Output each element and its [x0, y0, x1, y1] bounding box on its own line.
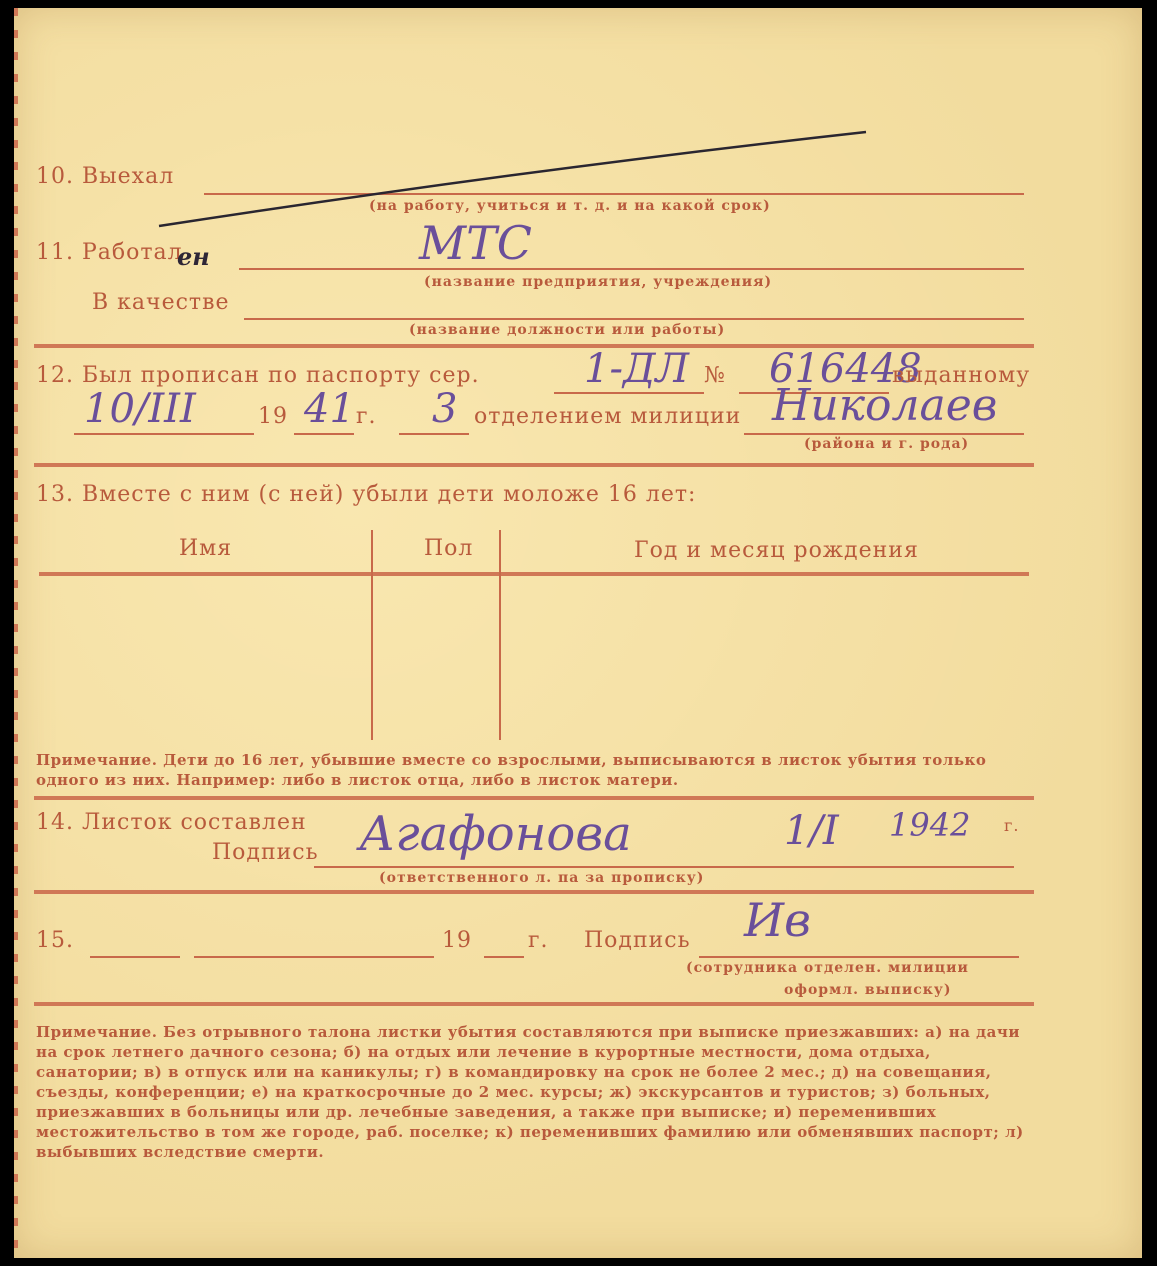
day-line [90, 956, 180, 958]
table-column-divider [371, 530, 373, 740]
year-suffix: г. [528, 928, 549, 953]
compiled-year: 1942 [889, 806, 971, 844]
table-header-rule [39, 572, 1029, 576]
field-14-caption: (ответственного л. па за прописку) [379, 870, 705, 886]
sign-label: Подпись [584, 928, 691, 953]
sign-label: Подпись [212, 840, 319, 865]
officer-signature: Ив [744, 893, 811, 947]
passport-year: 41 [304, 386, 355, 432]
issued-label: выданному [892, 363, 1031, 388]
field-11-caption: (название предприятия, учреждения) [424, 274, 773, 290]
field-11-label: 11. Работал [36, 240, 183, 265]
year-prefix: 19 [442, 928, 472, 953]
field-13-label: 13. Вместе с ним (с ней) убыли дети моложе 16 лет: [36, 482, 697, 507]
field-11-line [239, 268, 1024, 270]
passport-date: 10/III [84, 386, 196, 432]
section-divider [34, 1002, 1034, 1006]
year-line [484, 956, 524, 958]
role-caption: (название должности или работы) [409, 322, 726, 338]
section-divider [34, 463, 1034, 467]
perforation-edge [14, 8, 18, 1258]
year-line [294, 433, 354, 435]
series-line [554, 392, 704, 394]
field-10-label: 10. Выехал [36, 164, 175, 189]
passport-number: 616448 [769, 346, 922, 392]
dept-label: отделением милиции [474, 404, 742, 429]
year-suffix: г. [356, 404, 377, 429]
table-column-divider [499, 530, 501, 740]
footnote: Примечание. Без отрывного талона листки убытия составляются при выписке приезжавших: а) на дачи на срок летнего дачного сезона; б) на отдых или лечение в курортные местности, дома отдыха, санатории; в) в отпуск или на каникулы; г) в командировку на срок не более 2 мес.; д) на совещания, съезды, конференции; е) на краткосрочные до 2 мес. курсы; ж) экскурсантов и туристов; з) больных, приезжавших в больницы или др. лечебные заведения, а также при выписке; и) переменивших местожительство в том же городе, раб. поселке; к) переменивших фамилию или обменявших паспорт; л) выбывших вследствие смерти. [36, 1023, 1024, 1161]
field-10-caption: (на работу, учиться и т. д. и на какой срок) [369, 198, 771, 214]
date-line [74, 433, 254, 435]
signature-line [699, 956, 1019, 958]
field-15-label: 15. [36, 928, 74, 953]
compiler-signature: Агафонова [359, 806, 632, 862]
month-line [194, 956, 434, 958]
children-note: Примечание. Дети до 16 лет, убывшие вместе со взрослыми, выписываются в листок убытия только одного из них. Например: либо в листок отца, либо в листок матери. [36, 751, 987, 789]
field-12-label: 12. Был прописан по паспорту сер. [36, 363, 480, 388]
column-header-sex: Пол [424, 536, 474, 561]
section-divider [34, 796, 1034, 800]
role-line [244, 318, 1024, 320]
city-line [744, 433, 1024, 435]
children-table [39, 528, 1039, 748]
passport-series: 1-ДЛ [584, 346, 689, 392]
signature-line [314, 866, 1014, 868]
field-15-caption: (сотрудника отделен. милиции [686, 960, 969, 976]
year-prefix: 19 [258, 404, 288, 429]
section-divider [34, 890, 1034, 894]
column-header-birth: Год и месяц рождения [634, 538, 919, 563]
form-sheet [14, 8, 1142, 1258]
column-header-name: Имя [179, 536, 233, 561]
police-dept-number: 3 [432, 386, 458, 432]
field-11-handwritten-suffix: ен [177, 242, 210, 271]
compiled-date: 1/I [784, 808, 839, 854]
role-label: В качестве [92, 290, 230, 315]
field-11-workplace: МТС [419, 216, 532, 270]
field-15-caption-2: оформл. выписку) [784, 982, 952, 998]
field-12-caption: (района и г. рода) [804, 436, 970, 452]
number-label: № [704, 363, 726, 388]
dept-line [399, 433, 469, 435]
issuing-city: Николаев [772, 380, 998, 431]
field-14-label: 14. Листок составлен [36, 810, 307, 835]
year-suffix: г. [1004, 816, 1020, 835]
